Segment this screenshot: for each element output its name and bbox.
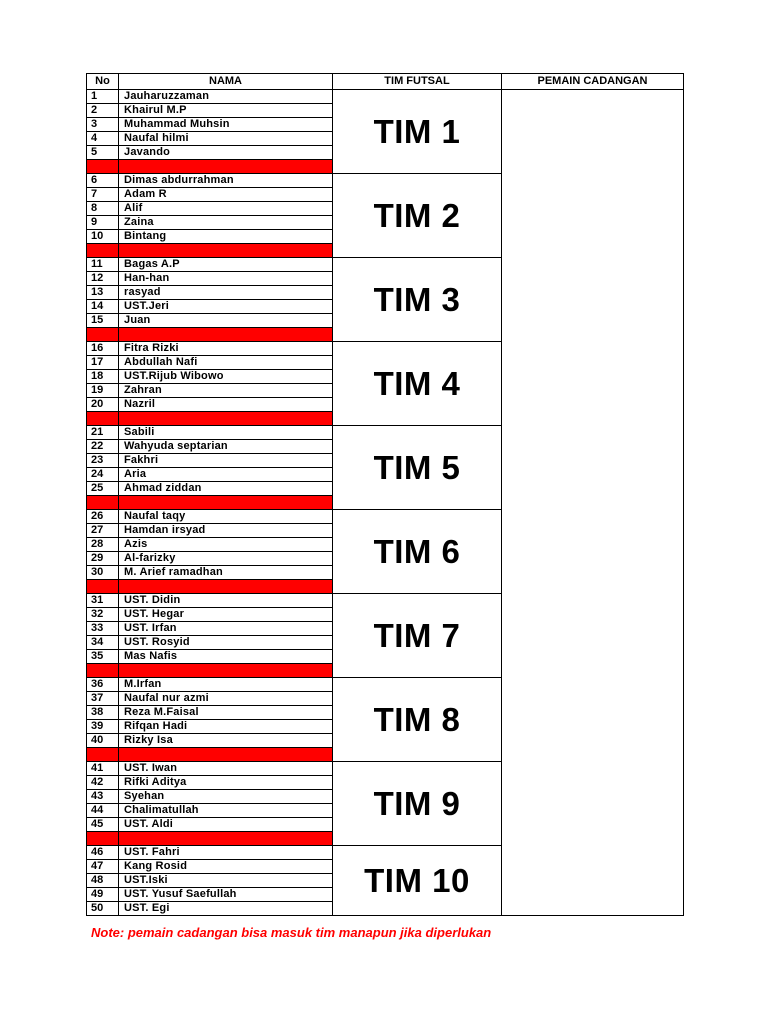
player-name: UST. Iwan xyxy=(119,762,333,776)
separator-cell xyxy=(119,664,333,678)
player-name: Rifki Aditya xyxy=(119,776,333,790)
player-name: Syehan xyxy=(119,790,333,804)
player-number: 1 xyxy=(87,90,119,104)
player-number: 46 xyxy=(87,846,119,860)
player-name: Adam R xyxy=(119,188,333,202)
player-number: 27 xyxy=(87,524,119,538)
player-number: 45 xyxy=(87,818,119,832)
player-name: UST. Fahri xyxy=(119,846,333,860)
team-label: TIM 5 xyxy=(333,426,502,510)
note-text: Note: pemain cadangan bisa masuk tim manapun jika diperlukan xyxy=(91,925,492,940)
player-name: UST. Didin xyxy=(119,594,333,608)
separator-cell xyxy=(119,748,333,762)
player-number: 6 xyxy=(87,174,119,188)
player-number: 31 xyxy=(87,594,119,608)
player-number: 50 xyxy=(87,902,119,916)
player-name: UST. Yusuf Saefullah xyxy=(119,888,333,902)
player-name: Alif xyxy=(119,202,333,216)
team-label: TIM 2 xyxy=(333,174,502,258)
player-name: Rizky Isa xyxy=(119,734,333,748)
player-name: Al-farizky xyxy=(119,552,333,566)
player-name: UST.Rijub Wibowo xyxy=(119,370,333,384)
player-number: 38 xyxy=(87,706,119,720)
player-number: 26 xyxy=(87,510,119,524)
player-name: Aria xyxy=(119,468,333,482)
player-name: Kang Rosid xyxy=(119,860,333,874)
player-number: 18 xyxy=(87,370,119,384)
separator-cell xyxy=(87,244,119,258)
separator-cell xyxy=(87,412,119,426)
player-name: Zahran xyxy=(119,384,333,398)
player-name: Fakhri xyxy=(119,454,333,468)
player-name: UST. Rosyid xyxy=(119,636,333,650)
team-label: TIM 1 xyxy=(333,90,502,174)
player-number: 43 xyxy=(87,790,119,804)
player-name: UST. Hegar xyxy=(119,608,333,622)
roster-body xyxy=(87,90,684,916)
player-number: 32 xyxy=(87,608,119,622)
separator-cell xyxy=(119,328,333,342)
player-row xyxy=(87,90,684,104)
separator-cell xyxy=(87,496,119,510)
player-name: M.Irfan xyxy=(119,678,333,692)
player-name: Naufal hilmi xyxy=(119,132,333,146)
player-name: Fitra Rizki xyxy=(119,342,333,356)
separator-cell xyxy=(87,160,119,174)
player-name: Muhammad Muhsin xyxy=(119,118,333,132)
header-pemain-cadangan: PEMAIN CADANGAN xyxy=(502,74,684,90)
player-name: UST.Jeri xyxy=(119,300,333,314)
player-name: UST. Aldi xyxy=(119,818,333,832)
player-name: Bintang xyxy=(119,230,333,244)
player-name: Rifqan Hadi xyxy=(119,720,333,734)
player-number: 19 xyxy=(87,384,119,398)
player-number: 7 xyxy=(87,188,119,202)
team-label: TIM 8 xyxy=(333,678,502,762)
player-name: UST. Irfan xyxy=(119,622,333,636)
separator-cell xyxy=(87,664,119,678)
player-number: 48 xyxy=(87,874,119,888)
player-number: 35 xyxy=(87,650,119,664)
player-name: Han-han xyxy=(119,272,333,286)
player-name: Javando xyxy=(119,146,333,160)
player-number: 5 xyxy=(87,146,119,160)
player-number: 40 xyxy=(87,734,119,748)
player-number: 25 xyxy=(87,482,119,496)
player-number: 8 xyxy=(87,202,119,216)
player-number: 28 xyxy=(87,538,119,552)
separator-cell xyxy=(119,244,333,258)
player-name: Dimas abdurrahman xyxy=(119,174,333,188)
player-name: Ahmad ziddan xyxy=(119,482,333,496)
separator-cell xyxy=(87,580,119,594)
player-number: 29 xyxy=(87,552,119,566)
player-name: Nazril xyxy=(119,398,333,412)
player-number: 16 xyxy=(87,342,119,356)
player-name: Wahyuda septarian xyxy=(119,440,333,454)
player-number: 4 xyxy=(87,132,119,146)
player-number: 41 xyxy=(87,762,119,776)
player-number: 44 xyxy=(87,804,119,818)
player-name: rasyad xyxy=(119,286,333,300)
separator-cell xyxy=(119,580,333,594)
player-number: 23 xyxy=(87,454,119,468)
player-number: 34 xyxy=(87,636,119,650)
player-number: 17 xyxy=(87,356,119,370)
player-number: 47 xyxy=(87,860,119,874)
separator-cell xyxy=(119,160,333,174)
player-number: 11 xyxy=(87,258,119,272)
player-number: 37 xyxy=(87,692,119,706)
separator-cell xyxy=(119,832,333,846)
player-number: 13 xyxy=(87,286,119,300)
player-number: 10 xyxy=(87,230,119,244)
player-name: Abdullah Nafi xyxy=(119,356,333,370)
player-number: 42 xyxy=(87,776,119,790)
player-number: 22 xyxy=(87,440,119,454)
player-number: 2 xyxy=(87,104,119,118)
player-number: 20 xyxy=(87,398,119,412)
team-label: TIM 3 xyxy=(333,258,502,342)
player-name: Naufal taqy xyxy=(119,510,333,524)
separator-cell xyxy=(87,328,119,342)
player-number: 30 xyxy=(87,566,119,580)
header-tim-futsal: TIM FUTSAL xyxy=(333,74,502,90)
pemain-cadangan-cell xyxy=(502,90,684,916)
separator-cell xyxy=(87,748,119,762)
player-name: UST.Iski xyxy=(119,874,333,888)
player-name: Sabili xyxy=(119,426,333,440)
player-name: Mas Nafis xyxy=(119,650,333,664)
player-name: Azis xyxy=(119,538,333,552)
player-number: 49 xyxy=(87,888,119,902)
player-name: Reza M.Faisal xyxy=(119,706,333,720)
header-no: No xyxy=(87,74,119,90)
player-name: Naufal nur azmi xyxy=(119,692,333,706)
player-name: Jauharuzzaman xyxy=(119,90,333,104)
player-number: 14 xyxy=(87,300,119,314)
player-number: 33 xyxy=(87,622,119,636)
player-number: 12 xyxy=(87,272,119,286)
player-name: Khairul M.P xyxy=(119,104,333,118)
team-label: TIM 7 xyxy=(333,594,502,678)
player-name: Juan xyxy=(119,314,333,328)
header-row xyxy=(87,74,684,90)
player-number: 24 xyxy=(87,468,119,482)
player-number: 9 xyxy=(87,216,119,230)
player-number: 3 xyxy=(87,118,119,132)
player-name: Zaina xyxy=(119,216,333,230)
player-number: 36 xyxy=(87,678,119,692)
separator-cell xyxy=(119,496,333,510)
team-label: TIM 10 xyxy=(333,846,502,916)
team-roster-table xyxy=(86,73,684,916)
player-name: Hamdan irsyad xyxy=(119,524,333,538)
header-nama: NAMA xyxy=(119,74,333,90)
player-name: Chalimatullah xyxy=(119,804,333,818)
separator-cell xyxy=(87,832,119,846)
player-name: UST. Egi xyxy=(119,902,333,916)
player-name: M. Arief ramadhan xyxy=(119,566,333,580)
team-label: TIM 9 xyxy=(333,762,502,846)
player-number: 21 xyxy=(87,426,119,440)
team-label: TIM 6 xyxy=(333,510,502,594)
team-label: TIM 4 xyxy=(333,342,502,426)
separator-cell xyxy=(119,412,333,426)
player-number: 39 xyxy=(87,720,119,734)
player-name: Bagas A.P xyxy=(119,258,333,272)
player-number: 15 xyxy=(87,314,119,328)
